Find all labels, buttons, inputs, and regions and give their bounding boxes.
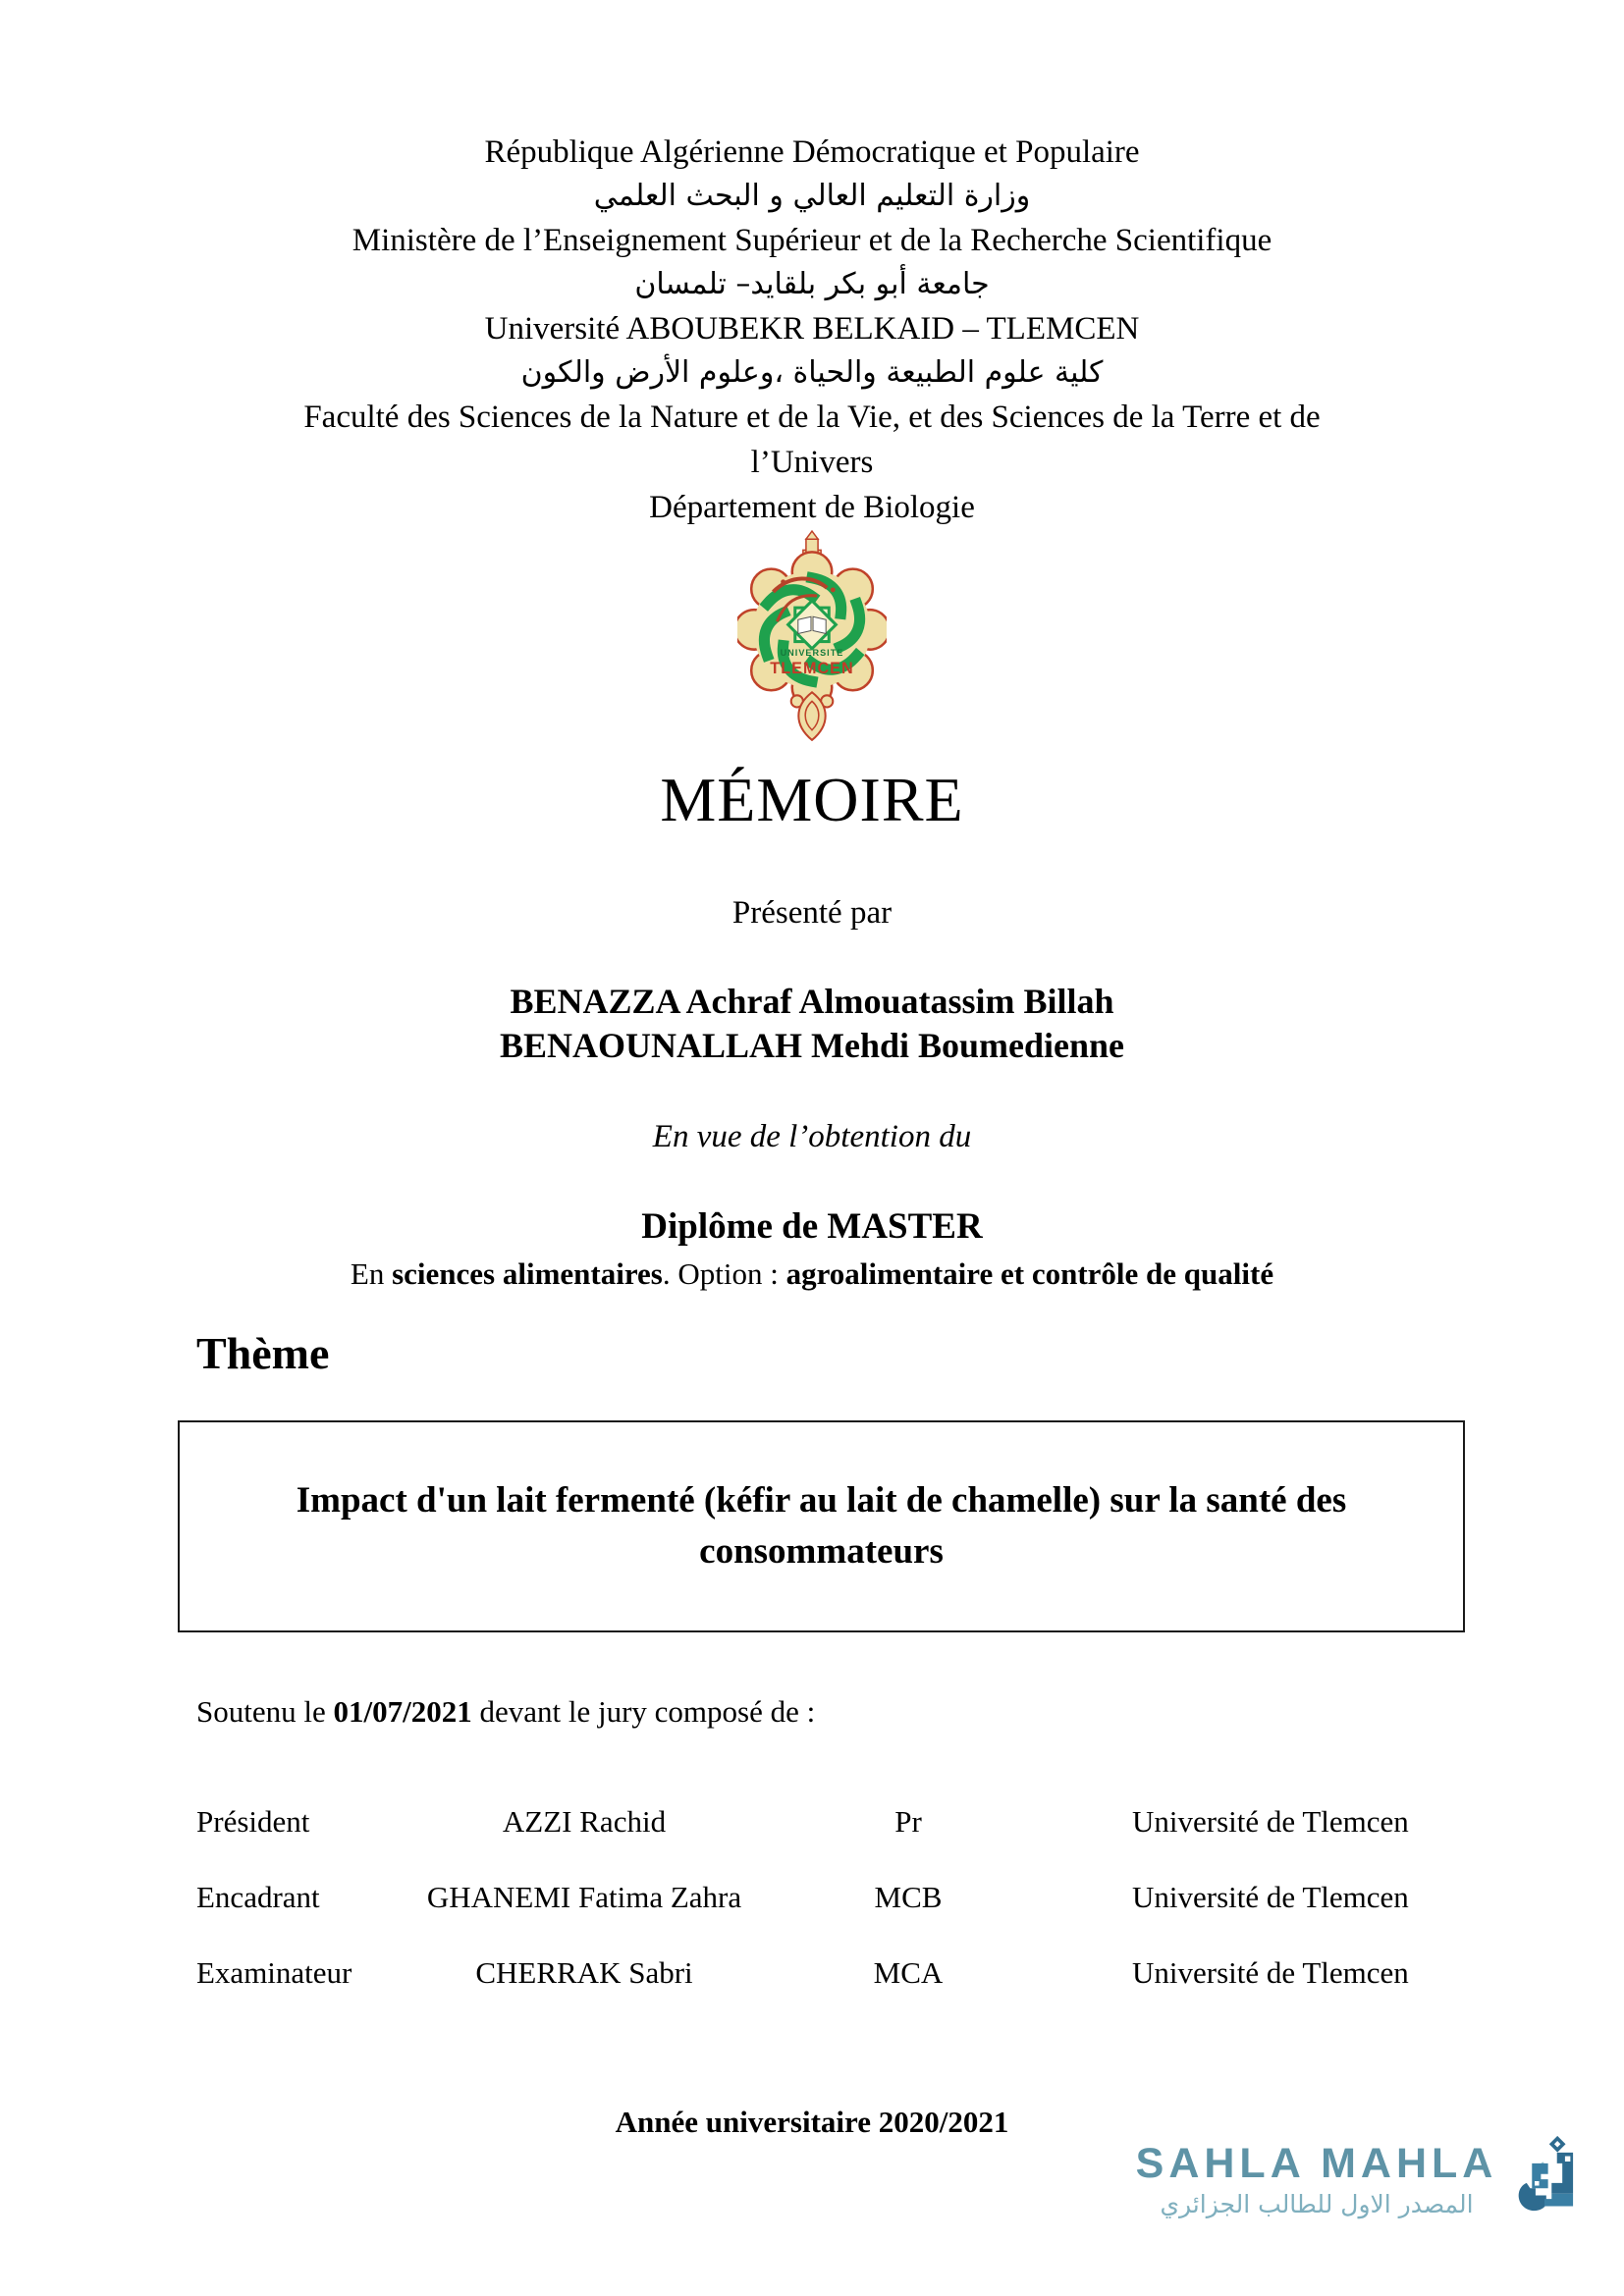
jury-grade: MCA	[873, 1955, 944, 1990]
emblem-caption-universite: UNIVERSITE	[780, 647, 844, 658]
speciality-line	[0, 1256, 1624, 1292]
speciality-prefix: En	[350, 1256, 393, 1291]
jury-role: Président	[196, 1804, 310, 1839]
author-name-2: BENAOUNALLAH Mehdi Boumedienne	[499, 1026, 1125, 1065]
sahla-wordmark: SAHLA MAHLA	[1135, 2140, 1498, 2187]
thesis-title: Impact d'un lait fermenté (kéfir au lait de chamelle) sur la santé des consommateurs	[296, 1480, 1347, 1572]
jury-role: Encadrant	[196, 1880, 320, 1914]
header-line-university: Université ABOUBEKR BELKAID – TLEMCEN	[484, 311, 1140, 347]
jury-affiliation: Université de Tlemcen	[1132, 1804, 1409, 1839]
jury-table	[0, 1802, 1624, 2029]
header-line-faculty-2: l’Univers	[750, 445, 874, 480]
jury-grade: Pr	[894, 1804, 922, 1839]
jury-role: Examinateur	[196, 1955, 352, 1990]
university-emblem-logo	[0, 530, 1624, 746]
sahla-kufic-mark-icon	[1505, 2136, 1603, 2226]
institution-header	[0, 130, 1624, 530]
defense-line	[196, 1694, 815, 1730]
degree-intro: En vue de l’obtention du	[652, 1119, 972, 1154]
presented-by-label: Présenté par	[731, 895, 893, 931]
jury-name: GHANEMI Fatima Zahra	[426, 1880, 742, 1914]
jury-name: AZZI Rachid	[502, 1804, 667, 1839]
diploma-title: Diplôme de MASTER	[641, 1206, 983, 1247]
memoire-title: MÉMOIRE	[660, 765, 964, 834]
theme-label: Thème	[196, 1328, 330, 1378]
header-line-ministry: Ministère de l’Enseignement Supérieur et de la Recherche Scientifique	[352, 223, 1272, 258]
speciality-field: sciences alimentaires	[392, 1256, 663, 1291]
defense-prefix: Soutenu le	[196, 1694, 334, 1729]
header-line-republic: République Algérienne Démocratique et Populaire	[484, 134, 1140, 170]
author-name-1: BENAZZA Achraf Almouatassim Billah	[510, 982, 1114, 1021]
header-line-faculty-ar: كلية علوم الطبيعة والحياة ،وعلوم الأرض والكون	[520, 355, 1104, 390]
emblem-caption-tlemcen: TLEMCEN	[770, 660, 854, 678]
authors-block	[0, 980, 1624, 1068]
option-label: . Option :	[662, 1256, 786, 1291]
jury-row-examinateur	[0, 1953, 1624, 1993]
jury-affiliation: Université de Tlemcen	[1132, 1955, 1409, 1990]
jury-grade: MCB	[874, 1880, 943, 1914]
jury-row-president	[0, 1802, 1624, 1842]
sahla-tagline: المصدر الاول للطالب الجزائري	[1160, 2190, 1474, 2218]
tlemcen-emblem-icon	[737, 530, 887, 741]
header-line-university-ar: جامعة أبو بكر بلقايد– تلمسان	[634, 267, 990, 301]
theme-box	[178, 1420, 1465, 1632]
header-line-ministry-ar: وزارة التعليم العالي و البحث العلمي	[593, 179, 1031, 213]
jury-name: CHERRAK Sabri	[475, 1955, 693, 1990]
jury-row-encadrant	[0, 1878, 1624, 1917]
header-line-department: Département de Biologie	[649, 490, 975, 525]
defense-date: 01/07/2021	[333, 1694, 472, 1729]
header-line-faculty: Faculté des Sciences de la Nature et de la Vie, et des Sciences de la Terre et de	[303, 400, 1321, 435]
defense-suffix: devant le jury composé de :	[471, 1694, 816, 1729]
academic-year: Année universitaire 2020/2021	[615, 2105, 1009, 2139]
jury-affiliation: Université de Tlemcen	[1132, 1880, 1409, 1914]
sahla-mahla-watermark	[1134, 2140, 1605, 2226]
option-value: agroalimentaire et contrôle de qualité	[785, 1256, 1274, 1291]
sahla-text-block	[1134, 2140, 1499, 2218]
